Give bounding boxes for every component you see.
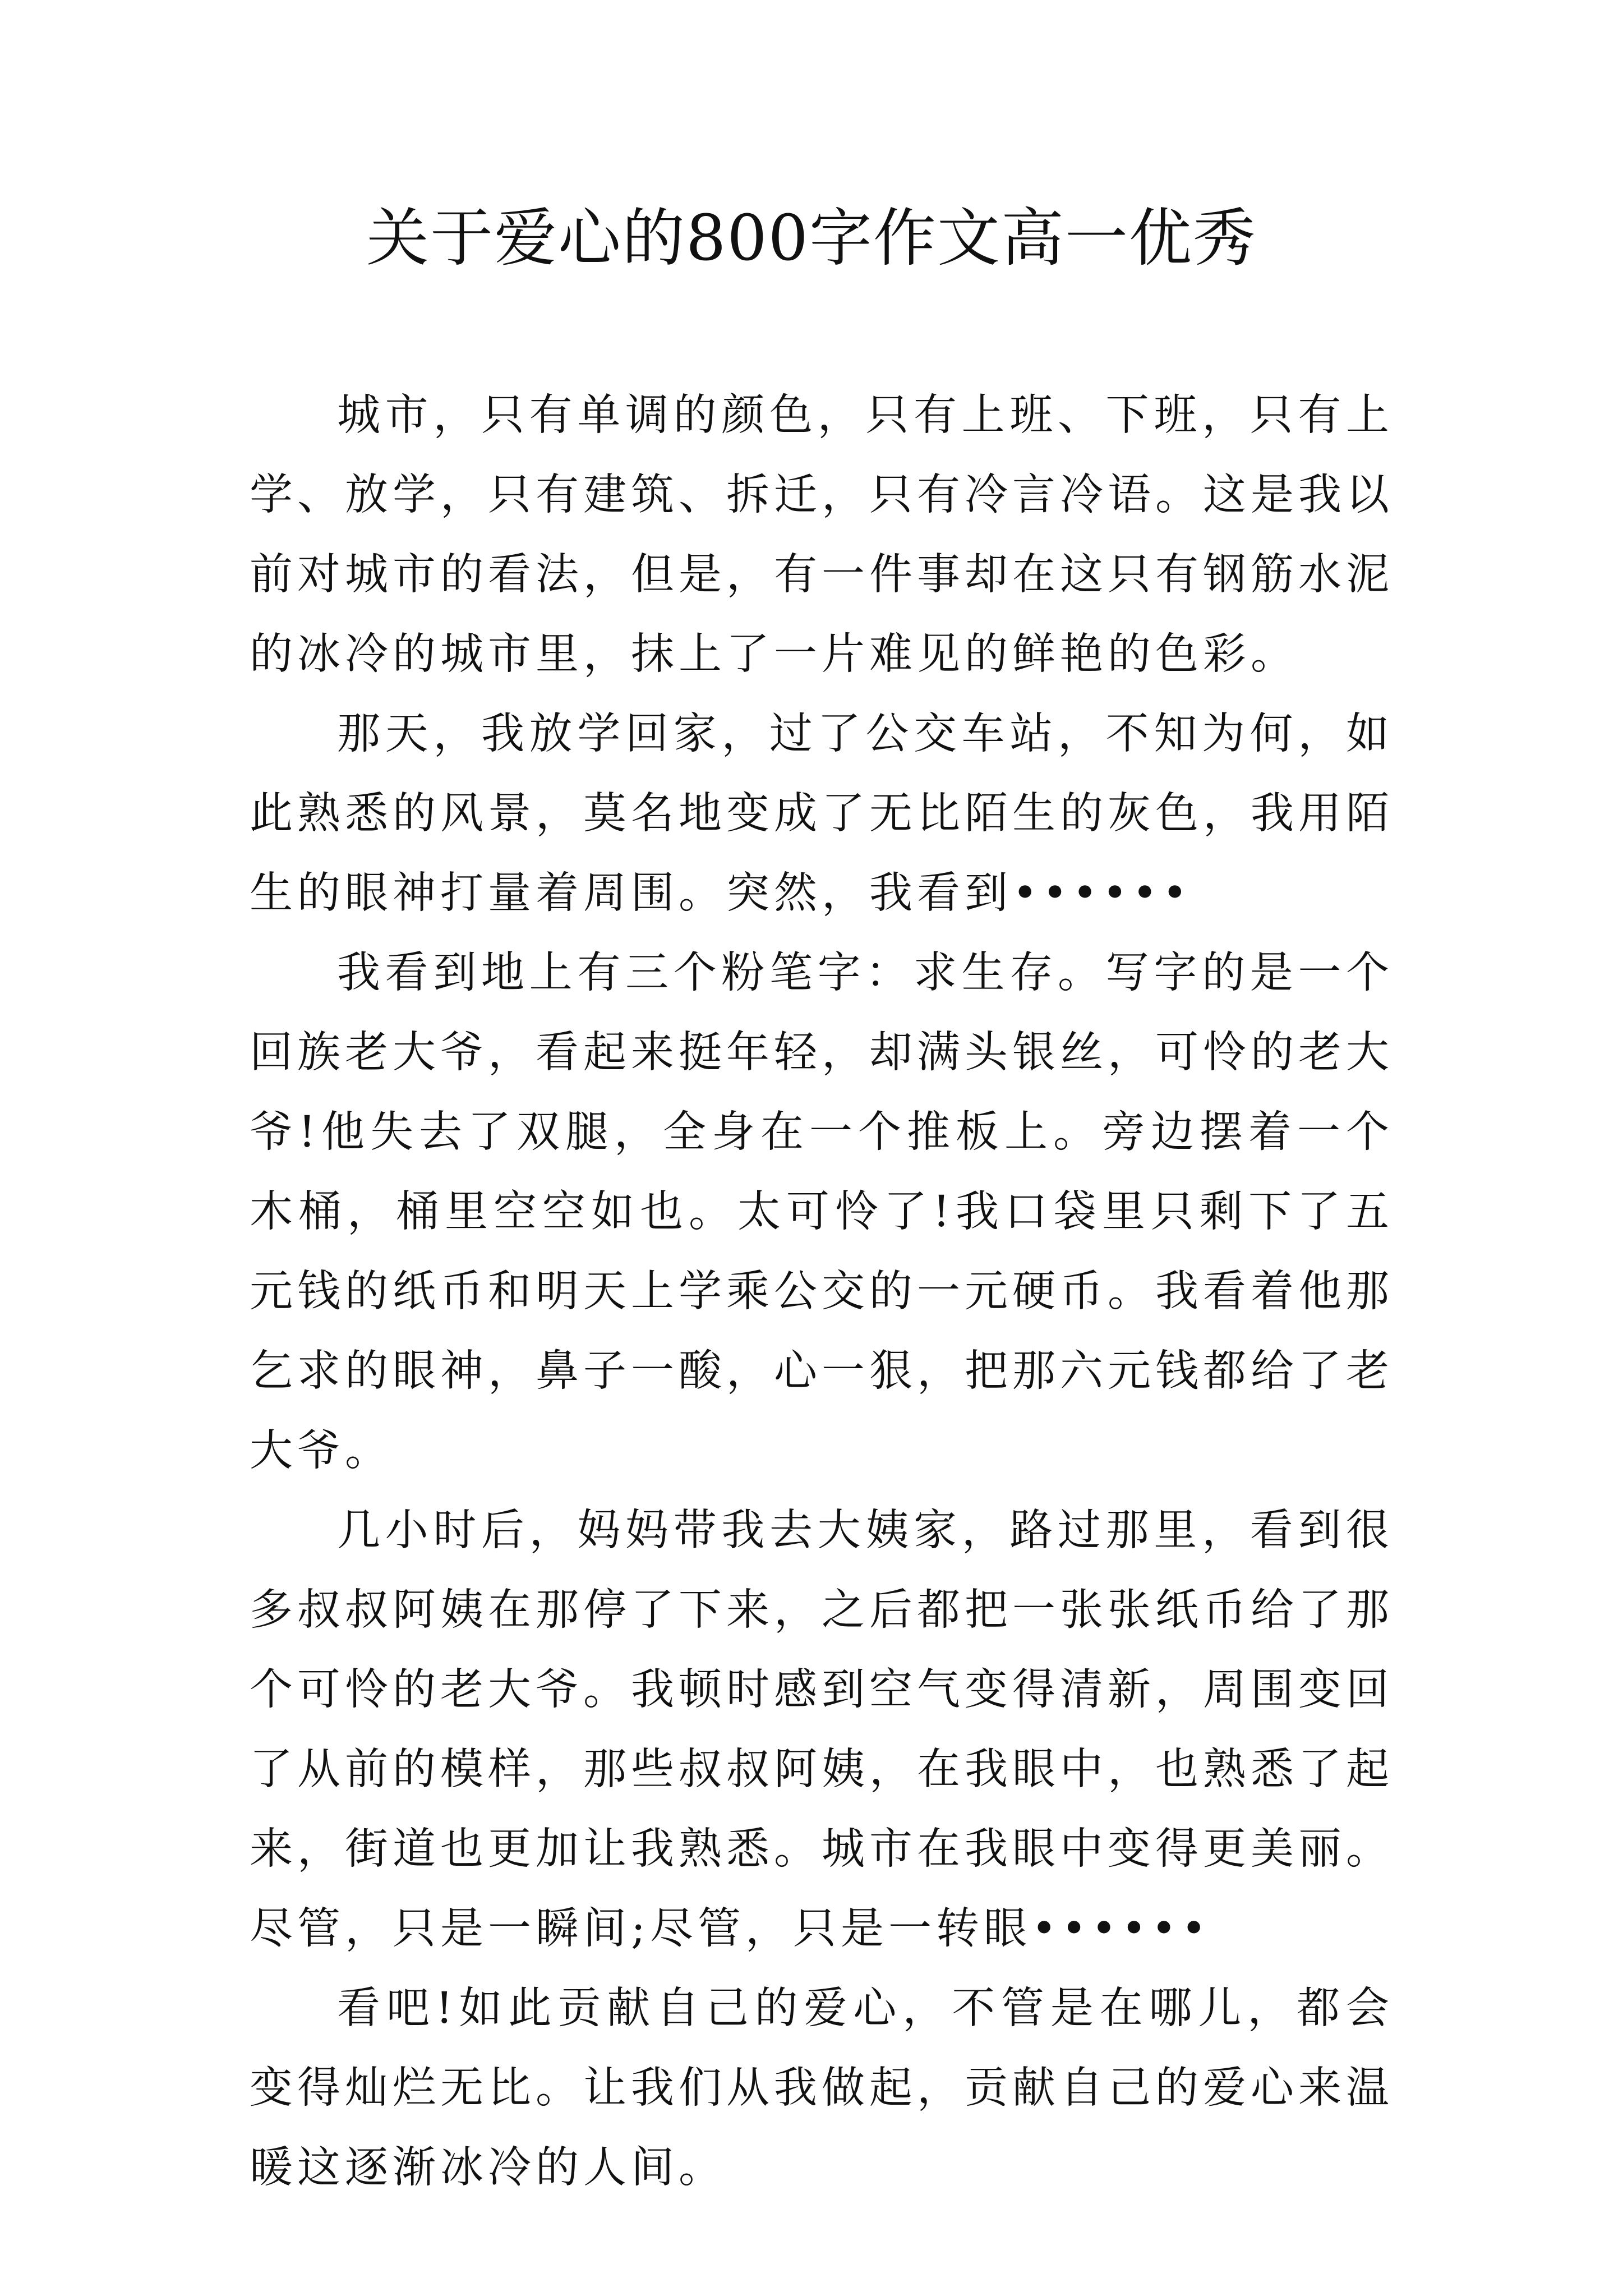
paragraph: 几小时后，妈妈带我去大姨家，路过那里，看到很多叔叔阿姨在那停了下来，之后都把一张张纸币给了那个可怜的老大爷。我顿时感到空气变得清新，周围变回了从前的模样，那些叔叔阿姨，在我眼中，也熟悉了起来，街道也更加让我熟悉。城市在我眼中变得更美丽。尽管，只是一瞬间;尽管，只是一转眼•••••• xyxy=(250,1506,1394,1954)
paragraph: 那天，我放学回家，过了公交车站，不知为何，如此熟悉的风景，莫名地变成了无比陌生的灰色，我用陌生的眼神打量着周围。突然，我看到•••••• xyxy=(250,709,1394,918)
paragraph: 我看到地上有三个粉笔字：求生存。写字的是一个回族老大爷，看起来挺年轻，却满头银丝，可怜的老大爷!他失去了双腿，全身在一个推板上。旁边摆着一个木桶，桶里空空如也。太可怜了!我口袋里只剩下了五元钱的纸币和明天上学乘公交的一元硬币。我看着他那乞求的眼神，鼻子一酸，心一狠，把那六元钱都给了老大爷。 xyxy=(250,948,1394,1476)
document-body xyxy=(250,376,1394,2208)
document-title: 关于爱心的800字作文高一优秀 xyxy=(366,202,1257,275)
paragraph: 城市，只有单调的颜色，只有上班、下班，只有上学、放学，只有建筑、拆迁，只有冷言冷语。这是我以前对城市的看法，但是，有一件事却在这只有钢筋水泥的冰冷的城市里，抹上了一片难见的鲜艳的色彩。 xyxy=(250,390,1394,679)
paragraph: 看吧!如此贡献自己的爱心，不管是在哪儿，都会变得灿烂无比。让我们从我做起，贡献自己的爱心来温暖这逐渐冰冷的人间。 xyxy=(250,1984,1394,2193)
